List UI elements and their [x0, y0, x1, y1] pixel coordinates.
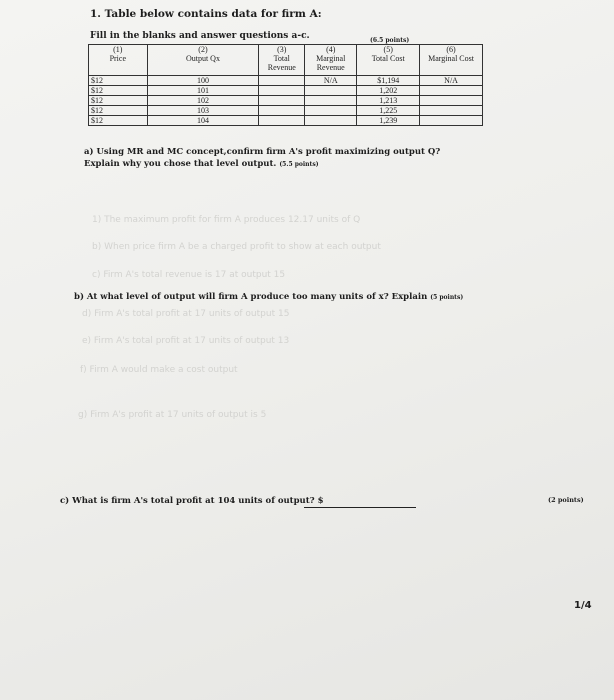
bleed-through-text: e) Firm A's total profit at 17 units of output 13 — [82, 336, 290, 346]
cell-total-cost: 1,202 — [357, 86, 420, 96]
table-header-row — [89, 45, 483, 76]
header-output: (2) Output Qx — [147, 45, 259, 76]
bleed-through-text: b) When price firm A be a charged profit to show at each output — [92, 242, 381, 252]
table-row — [89, 116, 483, 126]
header-price: (1) Price — [89, 45, 148, 76]
bleed-through-text: f) Firm A would make a cost output — [80, 365, 238, 375]
page-number: 1/4 — [574, 600, 592, 611]
cell-output: 100 — [147, 76, 259, 86]
cell-price: $12 — [89, 116, 148, 126]
question-a-points: (5.5 points) — [279, 161, 319, 168]
bleed-through-text: c) Firm A's total revenue is 17 at output 15 — [92, 270, 286, 280]
cell-output: 103 — [147, 106, 259, 116]
cell-total-revenue[interactable] — [259, 96, 305, 106]
bleed-through-text: d) Firm A's total profit at 17 units of output 15 — [82, 309, 290, 319]
question-b — [74, 292, 463, 302]
table-row — [89, 76, 483, 86]
question-b-points: (5 points) — [430, 294, 464, 301]
cell-output: 102 — [147, 96, 259, 106]
cell-total-cost: 1,239 — [357, 116, 420, 126]
cell-marginal-cost: N/A — [420, 76, 483, 86]
cell-price: $12 — [89, 96, 148, 106]
cell-total-cost: $1,194 — [357, 76, 420, 86]
header-total-cost: (5) Total Cost — [357, 45, 420, 76]
question-c: c) What is firm A's total profit at 104 units of output? $ — [60, 496, 324, 506]
cell-total-revenue[interactable] — [259, 76, 305, 86]
question-a-text: Explain why you chose that level output. — [84, 159, 277, 169]
cell-marginal-revenue[interactable] — [305, 86, 357, 96]
header-total-revenue: (3) Total Revenue — [259, 45, 305, 76]
data-table — [88, 44, 483, 126]
question-a: a) Using MR and MC concept,confirm firm A's profit maximizing output Q? — [84, 147, 441, 157]
cell-total-revenue[interactable] — [259, 116, 305, 126]
cell-total-revenue[interactable] — [259, 106, 305, 116]
cell-total-cost: 1,225 — [357, 106, 420, 116]
cell-output: 101 — [147, 86, 259, 96]
cell-price: $12 — [89, 86, 148, 96]
bleed-through-text: g) Firm A's profit at 17 units of output is 5 — [78, 410, 267, 420]
table-row — [89, 106, 483, 116]
table-row — [89, 86, 483, 96]
table-row — [89, 96, 483, 106]
question-b-text: b) At what level of output will firm A produce too many units of x? Explain — [74, 292, 428, 302]
cell-price: $12 — [89, 76, 148, 86]
header-marginal-cost: (6) Marginal Cost — [420, 45, 483, 76]
cell-marginal-revenue: N/A — [305, 76, 357, 86]
cell-output: 104 — [147, 116, 259, 126]
question-title: 1. Table below contains data for firm A: — [90, 8, 322, 20]
cell-marginal-revenue[interactable] — [305, 106, 357, 116]
cell-total-cost: 1,213 — [357, 96, 420, 106]
question-a-line2 — [84, 159, 319, 169]
points-label: (6.5 points) — [370, 37, 410, 44]
cell-marginal-cost[interactable] — [420, 116, 483, 126]
cell-marginal-cost[interactable] — [420, 106, 483, 116]
instruction: Fill in the blanks and answer questions a-c. — [90, 31, 310, 41]
cell-marginal-revenue[interactable] — [305, 116, 357, 126]
cell-price: $12 — [89, 106, 148, 116]
cell-marginal-revenue[interactable] — [305, 96, 357, 106]
answer-blank-c[interactable] — [304, 507, 416, 508]
cell-marginal-cost[interactable] — [420, 86, 483, 96]
cell-marginal-cost[interactable] — [420, 96, 483, 106]
bleed-through-text: 1) The maximum profit for firm A produces 12.17 units of Q — [92, 215, 361, 225]
cell-total-revenue[interactable] — [259, 86, 305, 96]
question-c-points: (2 points) — [548, 496, 584, 504]
header-marginal-revenue: (4) Marginal Revenue — [305, 45, 357, 76]
